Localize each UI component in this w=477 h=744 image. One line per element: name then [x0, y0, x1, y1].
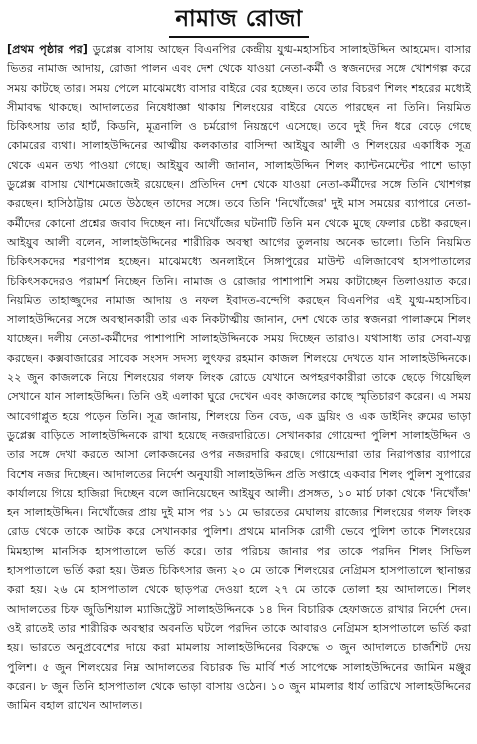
article-text: ডুপ্লেক্স বাসায় আছেন বিএনপির কেন্দ্রীয় যুগ্ম-মহাসচিব সালাহউদ্দিন আহমেদ। বাসার ভিতর নামাজ আদায়, রোজা পালন এবং দেশ থেকে যাওয়া নেতা-কর্মী ও স্বজনদের সঙ্গে খোশগল্প করে সময় কাটছে তার। সময় পেলে মাঝেমধ্যে বাসার বাইরে বের হচ্ছেন। তবে তার বিচরণ শিলং শহরের মধ্যেই সীমাবদ্ধ থাকছে। আদালতের নিষেধাজ্ঞা থাকায় শিলংয়ের বাইরে যেতে পারছেন না তিনি। নিয়মিত চিকিৎসায় তার হার্ট, কিডনি, মূত্রনালি ও চর্মরোগ নিয়ন্ত্রণে এসেছে। তবে দুই দিন ধরে বেড়ে গেছে কোমরের ব্যথা। সালাহউদ্দিনের আত্মীয় কলকাতার বাসিন্দা আইয়ুব আলী ও শিলংয়ের একাধিক সূত্র থেকে এমন তথ্য পাওয়া গেছে। আইয়ুব আলী জানান, সালাহউদ্দিন শিলং ক্যান্টনমেন্টের পাশে ভাড়া ডুপ্লেক্স বাসায় খোশমেজাজেই রয়েছেন। প্রতিদিন দেশ থেকে যাওয়া নেতা-কর্মীদের সঙ্গে তিনি খোশগল্প করছেন। হাসিঠাট্টায় মেতে উঠছেন তাদের সঙ্গে। তবে তিনি 'নিখোঁজের' দুই মাস সময়ের ব্যাপারে নেতা-কর্মীদের কোনো প্রশ্নের জবাব দিচ্ছেন না। নিখোঁজের ঘটনাটি তিনি মন থেকে মুছে ফেলার চেষ্টা করছেন। আইয়ুব আলী বলেন, সালাহউদ্দিনের শারীরিক অবস্থা আগের তুলনায় অনেক ভালো। তিনি নিয়মিত চিকিৎসকদের শরণাপন্ন হচ্ছেন। মাঝেমধ্যে অনলাইনে সিঙ্গাপুরের মাউন্ট এলিজাবেথ হাসপাতালের চিকিৎসকদেরও পরামর্শ নিচ্ছেন তিনি। নামাজ ও রোজার পাশাপাশি সময় কাটাচ্ছেন তিলাওয়াত করে। নিয়মিত তাহাজ্জুদের নামাজ আদায় ও নফল ইবাদত-বন্দেগি করছেন বিএনপির এই যুগ্ম-মহাসচিব। সালাহউদ্দিনের সঙ্গে অবস্থানকারী তার এক নিকটাত্মীয় জানান, দেশ থেকে তার স্বজনরা পালাক্রমে শিলং যাচ্ছেন। দলীয় নেতা-কর্মীদের পাশাপাশি সালাহউদ্দিনকে সময় দিচ্ছেন তারাও। যথাসাধ্য তার সেবা-যত্ন করছেন। কক্সবাজারের সাবেক সংসদ সদস্য লুৎফর রহমান কাজল শিলংয়ে দেখতে যান সালাহউদ্দিনকে। ২২ জুন কাজলকে নিয়ে শিলংয়ের গলফ লিংক রোডে যেখানে অপহরণকারীরা তাকে ছেড়ে গিয়েছিল সেখানে যান সালাহউদ্দিন। তিনি ওই এলাকা ঘুরে দেখেন এবং কাজলের কাছে স্মৃতিচারণ করেন। এ সময় আবেগাপ্লুত হয়ে পড়েন তিনি। সূত্র জানায়, শিলংয়ে তিন বেড, এক ড্রয়িং ও এক ডাইনিং রুমের ভাড়া ডুপ্লেক্স বাড়িতে সালাহউদ্দিনকে রাখা হয়েছে নজরদারিতে। সেখানকার গোয়েন্দা পুলিশ সালাহউদ্দিন ও তার সঙ্গে দেখা করতে আসা লোকজনের ওপর নজরদারি করছে। গোয়েন্দারা তার নিরাপত্তার ব্যাপারে বিশেষ নজর দিচ্ছেন। আদালতের নির্দেশ অনুযায়ী সালাহউদ্দিন প্রতি সপ্তাহে একবার শিলং পুলিশ সুপারের কার্যালয়ে গিয়ে হাজিরা দিচ্ছেন বলে জানিয়েছেন আইয়ুব আলী। প্রসঙ্গত, ১০ মার্চ ঢাকা থেকে 'নিখোঁজ' হন সালাহউদ্দিন। নিখোঁজের প্রায় দুই মাস পর ১১ মে ভারতের মেঘালয় রাজ্যের শিলংয়ের গলফ লিংক রোড থেকে তাকে আটক করে সেখানকার পুলিশ। প্রথমে মানসিক রোগী ভেবে পুলিশ তাকে শিলংয়ের মিমহ্যান্স মানসিক হাসপাতালে ভর্তি করে। তার পরিচয় জানার পর তাকে পরদিন শিলং সিভিল হাসপাতালে ভর্তি করা হয়। উন্নত চিকিৎসার জন্য ২০ মে তাকে শিলংয়ের নেগ্রিমস হাসপাতালে স্থানান্তর করা হয়। ২৬ মে হাসপাতাল থেকে ছাড়পত্র দেওয়া হলে ২৭ মে তাকে তোলা হয় আদালতে। শিলং আদালতের চিফ জুডিশিয়াল ম্যাজিস্ট্রেট সালাহউদ্দিনকে ১৪ দিন বিচারিক হেফাজতে রাখার নির্দেশ দেন। ওই রাতেই তার শারীরিক অবস্থার অবনতি ঘটলে পরদিন তাকে আবারও নেগ্রিমস হাসপাতালে ভর্তি করা হয়। ভারতে অনুপ্রবেশের দায়ে করা মামলায় সালাহউদ্দিনের বিরুদ্ধে ৩ জুন আদালতে চার্জশিট দেয় পুলিশ। ৫ জুন শিলংয়ের নিম্ন আদালতের বিচারক ভি মার্বি শর্ত সাপেক্ষে সালাহউদ্দিনের জামিন মঞ্জুর করেন। ৮ জুন তিনি হাসপাতাল থেকে ভাড়া বাসায় ওঠেন। ১০ জুন মামলার ধার্য তারিখে সালাহউদ্দিনের জামিন বহাল রাখেন আদালত।	[7, 43, 472, 713]
continuation-kicker: [প্রথম পৃষ্ঠার পর]	[7, 43, 88, 56]
article-headline: নামাজ রোজা	[169, 4, 308, 38]
headline-container	[7, 4, 471, 38]
article-body	[7, 40, 471, 715]
